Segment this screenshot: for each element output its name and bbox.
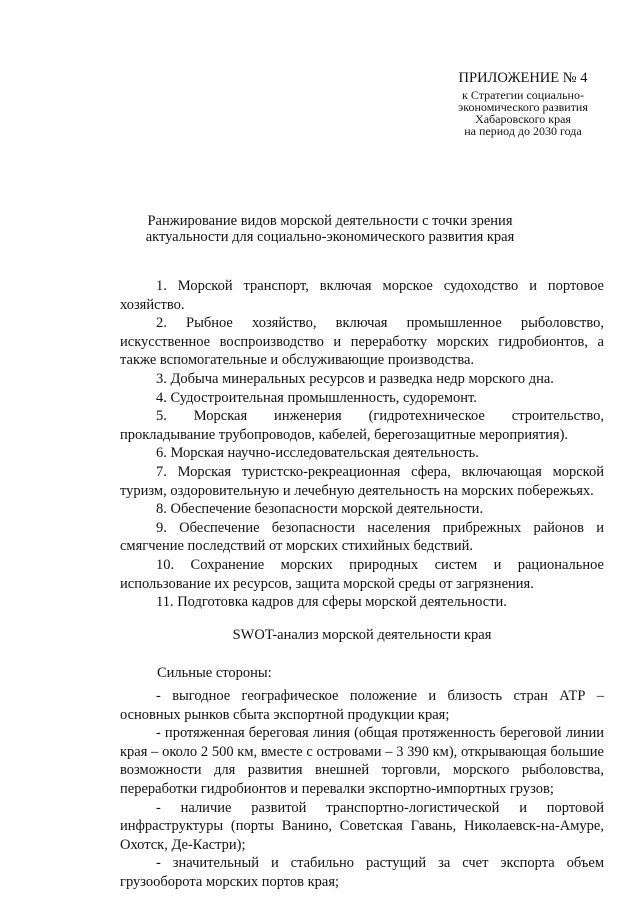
ranking-item: 3. Добыча минеральных ресурсов и разведка недр морского дна. <box>156 370 554 387</box>
heading-line: актуальности для социально-экономического развития края <box>145 229 515 245</box>
ranking-item: 5. Морская инженерия (гидротехническое строительство, прокладывание трубопроводов, кабелей, берегозащитные мероприятия). <box>120 408 604 443</box>
ranking-item: 1. Морской транспорт, включая морское судоходство и портовое хозяйство. <box>120 278 604 313</box>
strengths-list <box>120 687 604 892</box>
ranking-item: 6. Морская научно-исследовательская деятельность. <box>156 445 479 462</box>
strength-item: - значительный и стабильно растущий за счет экспорта объем грузооборота морских портов края; <box>120 855 604 890</box>
appendix-line: на период до 2030 года <box>464 124 582 138</box>
appendix-header <box>438 70 608 137</box>
appendix-line: экономического развития <box>458 100 588 114</box>
strength-item: - наличие развитой транспортно-логистической и портовой инфраструктуры (порты Ванино, Советская Гавань, Николаевск-на-Амуре, Охотск, Де-Кастри); <box>120 799 604 853</box>
strength-item: - протяженная береговая линия (общая протяженность береговой линии края – около 2 500 км, вместе с островами – 3 390 км), открывающая большие возможности для развития внешней торговли, морского рыболовства, переработки гидробионтов и перевалки экспортно-импортных грузов; <box>120 725 604 797</box>
ranking-item: 11. Подготовка кадров для сферы морской деятельности. <box>156 594 507 611</box>
strength-item: - выгодное географическое положение и близость стран АТР – основных рынков сбыта экспортной продукции края; <box>120 688 604 723</box>
ranking-item: 2. Рыбное хозяйство, включая промышленное рыболовство, искусственное воспроизводство и переработку морских гидробионтов, а также вспомогательные и обслуживающие производства. <box>120 315 604 369</box>
ranking-item: 4. Судостроительная промышленность, судоремонт. <box>156 389 477 406</box>
swot-title: SWOT-анализ морской деятельности края <box>232 627 492 643</box>
ranking-list <box>120 277 604 612</box>
appendix-line: к Стратегии социально- <box>462 88 584 102</box>
section-heading <box>100 213 560 245</box>
heading-line: Ранжирование видов морской деятельности с точки зрения <box>147 213 513 229</box>
ranking-item: 7. Морская туристско-рекреационная сфера, включающая морской туризм, оздоровительную и лечебную деятельность на морских побережьях. <box>120 463 604 499</box>
strengths-label: Сильные стороны: <box>157 665 272 681</box>
ranking-item: 9. Обеспечение безопасности населения прибрежных районов и смягчение последствий от морских стихийных бедствий. <box>120 519 604 555</box>
appendix-title: ПРИЛОЖЕНИЕ № 4 <box>458 70 588 86</box>
ranking-item: 10. Сохранение морских природных систем и рациональное использование их ресурсов, защита морской среды от загрязнения. <box>120 556 604 592</box>
appendix-line: Хабаровского края <box>475 112 571 126</box>
ranking-item: 8. Обеспечение безопасности морской деятельности. <box>156 501 484 518</box>
